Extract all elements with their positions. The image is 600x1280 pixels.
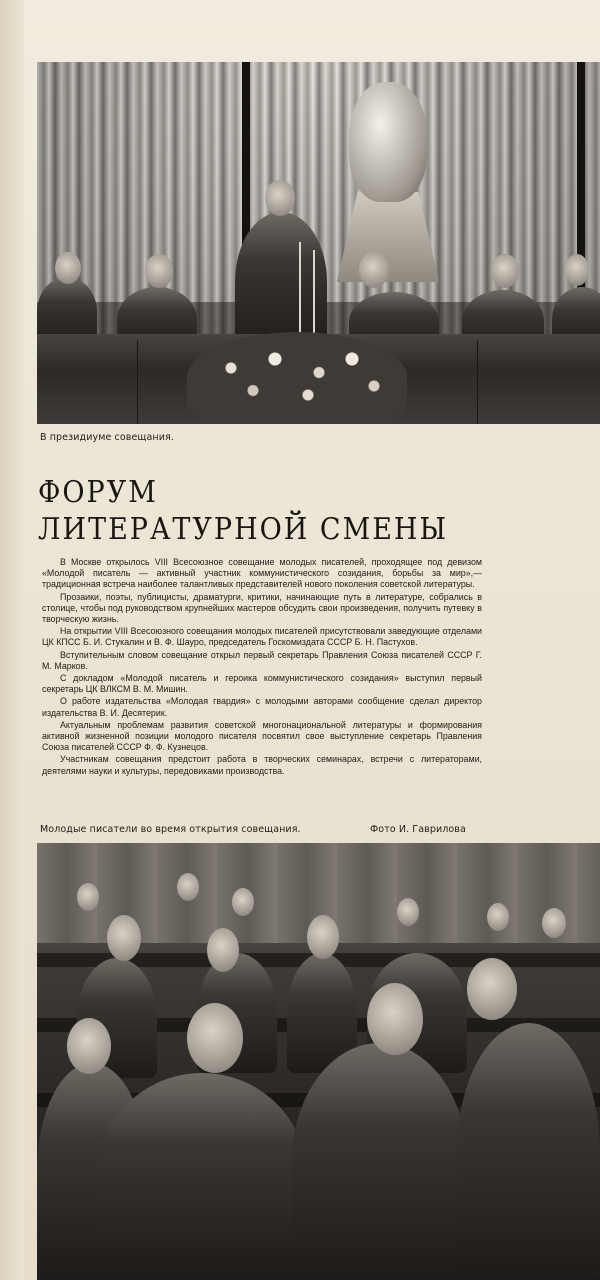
article-paragraph: В Москве открылось VIII Всесоюзное совещание молодых писателей, проходящее под девизом «Молодой писатель — активный участник коммунистического созидания, борьбы за мир»,— традиционная встреча наиболее талантливых представителей нового поколения советской литературы. <box>42 557 482 590</box>
audience-member <box>177 873 199 901</box>
bust-head <box>349 82 427 202</box>
top-photo-caption: В президиуме совещания. <box>40 432 174 443</box>
article-paragraph: Актуальным проблемам развития советской многонациональной литературы и формирования активной жизненной позиции молодого писателя посвятил свое выступление секретарь Правления Союза писателей СССР Ф. Ф. Кузнецов. <box>42 719 482 753</box>
audience-member <box>542 908 566 938</box>
audience-photo <box>37 843 600 1280</box>
audience-member-front <box>292 1043 467 1280</box>
headline-line-2: ЛИТЕРАТУРНОЙ СМЕНЫ <box>38 512 449 547</box>
article-paragraph: На открытии VIII Всесоюзного совещания молодых писателей присутствовали заведующие отделами ЦК КПСС Б. И. Стукалин и В. Ф. Шауро, председатель Госкомиздата СССР Б. Н. Пастухов. <box>42 626 482 648</box>
article-body <box>42 557 482 778</box>
article-paragraph: Участникам совещания предстоит работа в творческих семинарах, встречи с литераторами, деятелями науки и культуры, передовиками производства. <box>42 754 482 776</box>
photo-credit: Фото И. Гаврилова <box>370 824 466 835</box>
article-paragraph: О работе издательства «Молодая гвардия» с молодыми авторами сообщение сделал директор издательства В. И. Десятерик. <box>42 696 482 718</box>
article-paragraph: Вступительным словом совещание открыл первый секретарь Правления Союза писателей СССР Г. М. Марков. <box>42 649 482 671</box>
headline-line-1: ФОРУМ <box>38 475 158 510</box>
audience-member-front <box>457 1023 600 1280</box>
bottom-photo-caption: Молодые писатели во время открытия совещания. <box>40 824 301 835</box>
article-paragraph: С докладом «Молодой писатель и героика коммунистического созидания» выступил первый секретарь ЦК ВЛКСМ В. М. Мишин. <box>42 673 482 695</box>
audience-member <box>77 883 99 911</box>
audience-member <box>397 898 419 926</box>
audience-member <box>487 903 509 931</box>
article-paragraph: Прозаики, поэты, публицисты, драматурги, критики, начинающие путь в литературе, собрались в столице, чтобы под руководством крупнейших мастеров обсудить свои произведения, получить путевку в творческую жизнь. <box>42 591 482 625</box>
audience-member-front <box>97 1073 307 1280</box>
presidium-photo <box>37 62 600 424</box>
audience-member <box>232 888 254 916</box>
page-fold-edge <box>0 0 24 1280</box>
flower-bouquet <box>187 332 407 422</box>
